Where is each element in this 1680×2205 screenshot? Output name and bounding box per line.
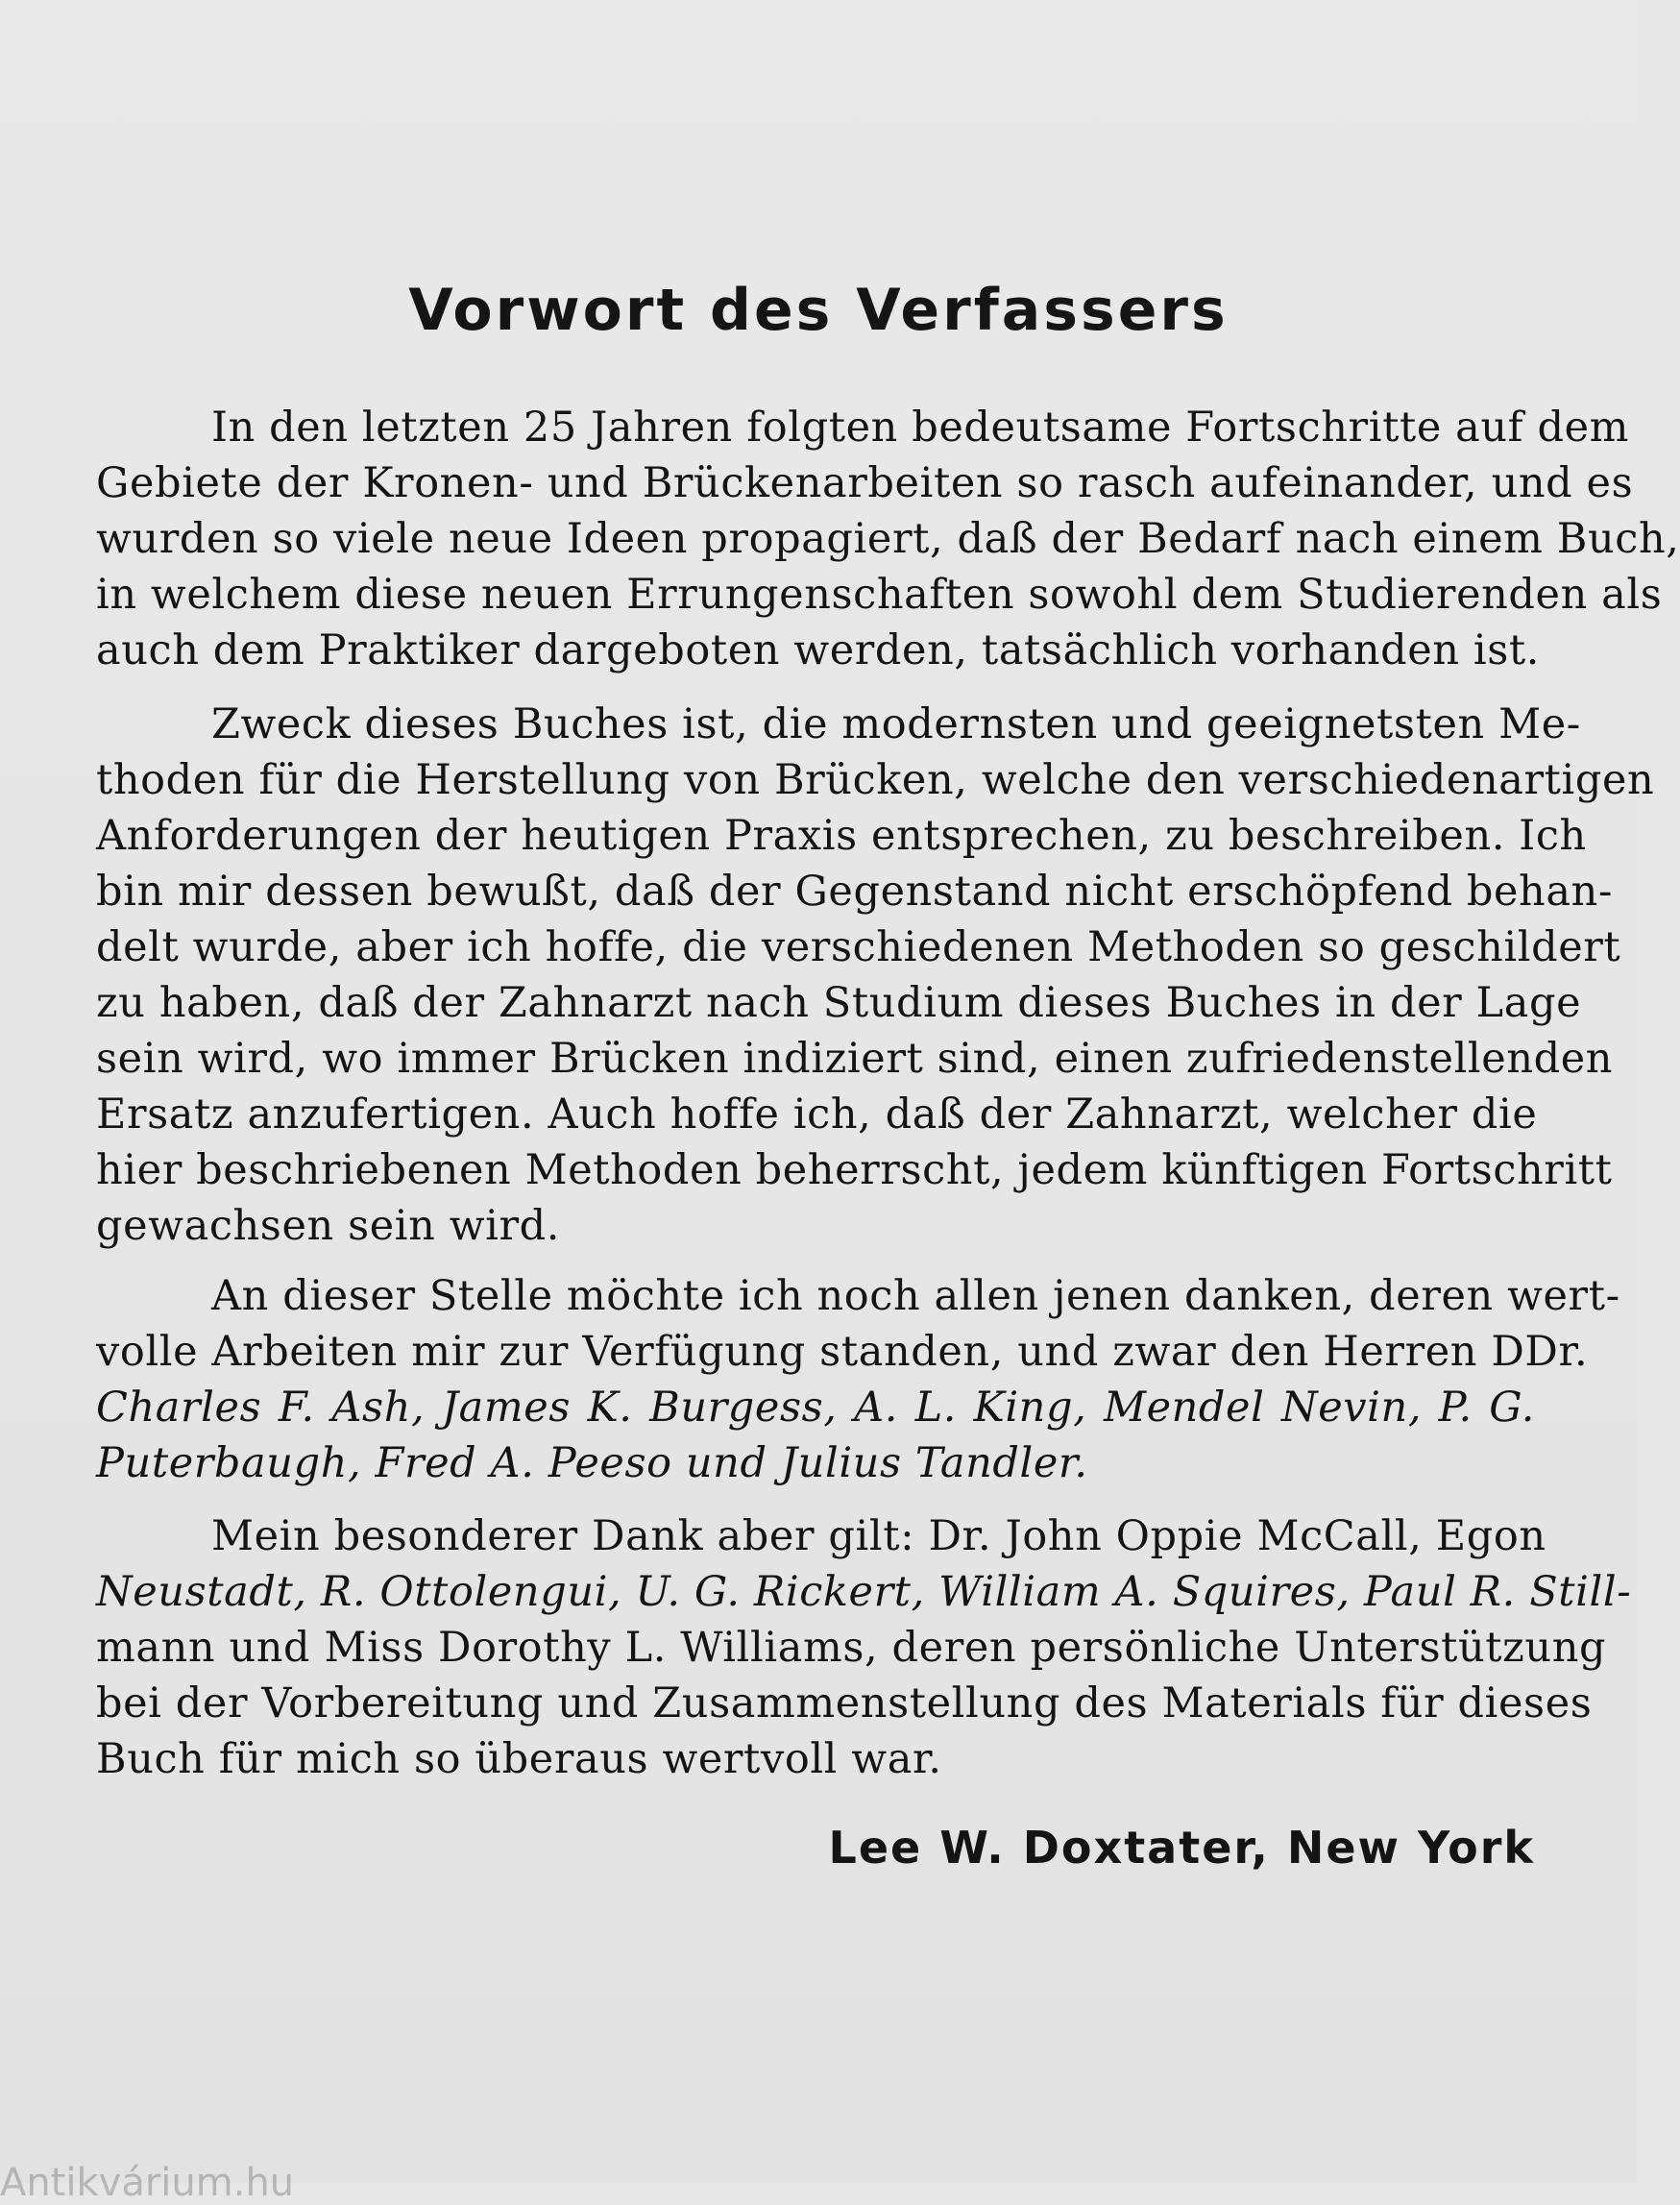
text-line: Gebiete der Kronen- und Brückenarbeiten so rasch aufeinander, und es (96, 459, 1634, 507)
text-line: sein wird, wo immer Brücken indiziert sind, einen zufriedenstellenden (96, 1035, 1614, 1083)
text-line: Puterbaugh, Fred A. Peeso und Julius Tandler. (96, 1439, 1088, 1487)
text-line: Mein besonderer Dank aber gilt: Dr. John Oppie McCall, Egon (211, 1512, 1546, 1560)
text-line: in welchem diese neuen Errungenschaften sowohl dem Studierenden als (96, 571, 1663, 619)
text-line: delt wurde, aber ich hoffe, die verschiedenen Methoden so geschildert (96, 923, 1621, 971)
text-line: Ersatz anzufertigen. Auch hoffe ich, daß der Zahnarzt, welcher die (96, 1090, 1538, 1139)
text-line: zu haben, daß der Zahnarzt nach Studium dieses Buches in der Lage (96, 979, 1582, 1027)
text-line: Neustadt, R. Ottolengui, U. G. Rickert, William A. Squires, Paul R. Still- (96, 1568, 1632, 1616)
author-signature: Lee W. Doxtater, New York (828, 1822, 1535, 1874)
text-line: hier beschriebenen Methoden beherrscht, jedem künftigen Fortschritt (96, 1146, 1613, 1194)
paragraph-1 (96, 400, 1680, 678)
paragraph-3 (96, 1268, 1620, 1491)
text-line: bei der Vorbereitung und Zusammenstellung des Materials für dieses (96, 1679, 1593, 1727)
text-line: Charles F. Ash, James K. Burgess, A. L. King, Mendel Nevin, P. G. (96, 1384, 1535, 1432)
text-line: gewachsen sein wird. (96, 1202, 561, 1250)
paragraph-2 (96, 697, 1655, 1254)
text-line: mann und Miss Dorothy L. Williams, deren persönliche Unterstützung (96, 1624, 1607, 1672)
text-line: An dieser Stelle möchte ich noch allen jenen danken, deren wert- (211, 1272, 1620, 1320)
text-line: Anforderungen der heutigen Praxis entsprechen, zu beschreiben. Ich (96, 812, 1587, 860)
text-line: auch dem Praktiker dargeboten werden, tatsächlich vorhanden ist. (96, 626, 1541, 674)
text-line: wurden so viele neue Ideen propagiert, daß der Bedarf nach einem Buch, (96, 515, 1680, 563)
watermark: Antikvárium.hu (0, 2161, 295, 2205)
text-line: bin mir dessen bewußt, daß der Gegenstand nicht erschöpfend behan- (96, 868, 1614, 916)
text-line: In den letzten 25 Jahren folgten bedeutsame Fortschritte auf dem (211, 404, 1630, 452)
text-line: Buch für mich so überaus wertvoll war. (96, 1735, 942, 1783)
page-title: Vorwort des Verfassers (408, 277, 1229, 344)
text-line: Zweck dieses Buches ist, die modernsten und geeignetsten Me- (211, 700, 1581, 748)
text-line: thoden für die Herstellung von Brücken, welche den verschiedenartigen (96, 756, 1655, 804)
text-line: volle Arbeiten mir zur Verfügung standen, und zwar den Herren DDr. (96, 1328, 1589, 1376)
paragraph-4 (96, 1508, 1632, 1787)
